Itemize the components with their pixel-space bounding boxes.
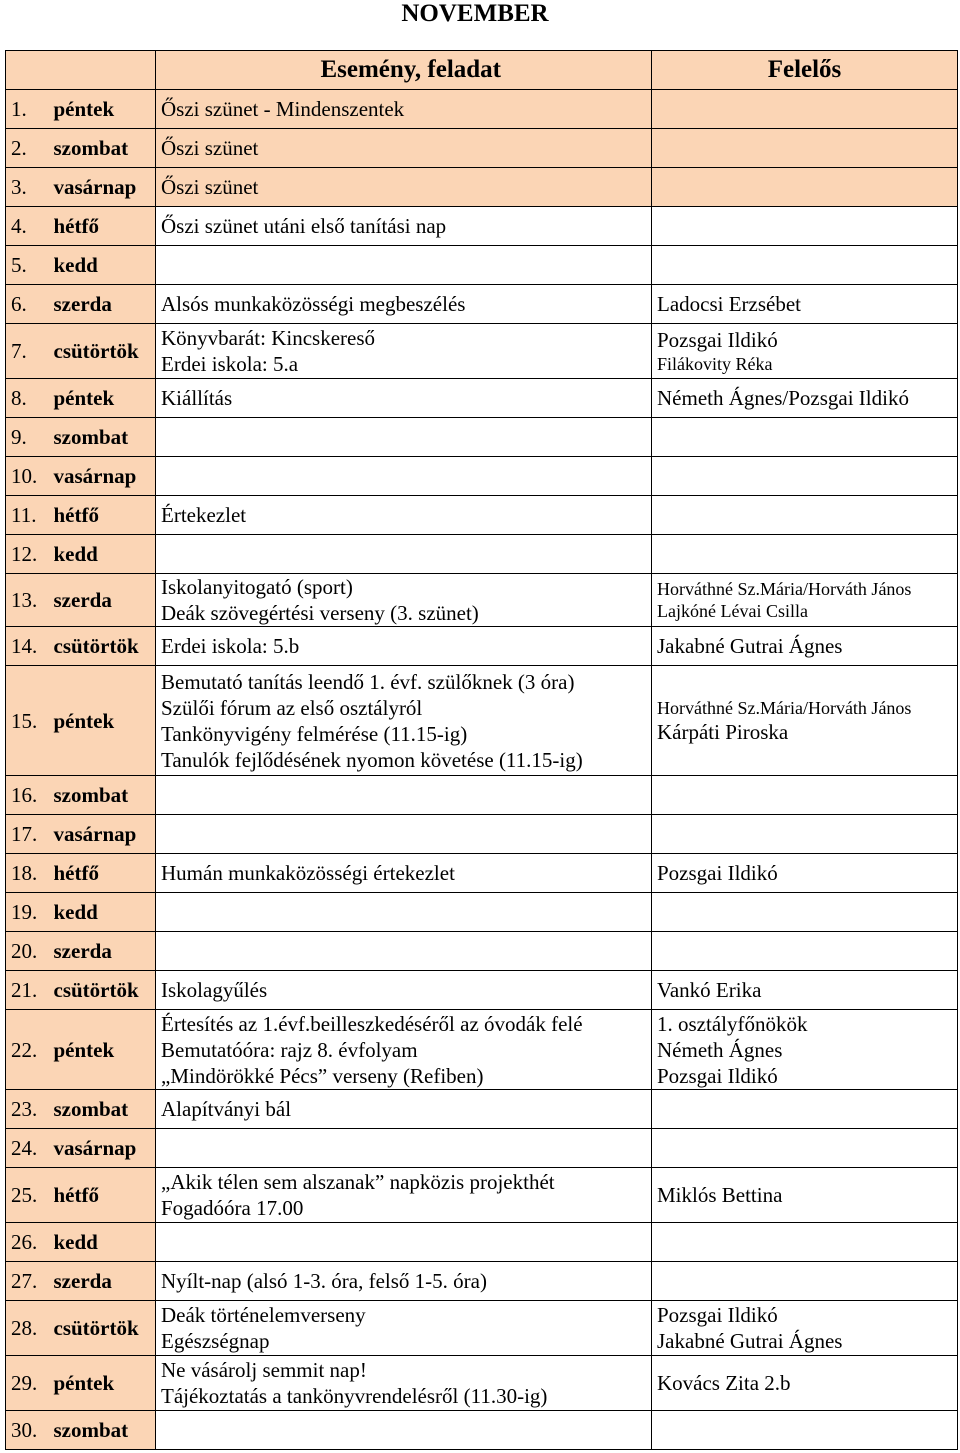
event-cell	[156, 1301, 652, 1356]
event-line: Ne vásárolj semmit nap!	[161, 1358, 367, 1382]
date-number: 30.	[6, 1411, 49, 1450]
date-number: 13.	[6, 574, 49, 627]
responsible-cell	[652, 1301, 958, 1356]
event-cell	[156, 1411, 652, 1450]
responsible-cell	[652, 854, 958, 893]
responsible-person: Pozsgai Ildikó	[657, 1063, 778, 1088]
day-name: hétfő	[49, 854, 156, 893]
table-row	[6, 854, 958, 893]
day-name: hétfő	[49, 207, 156, 246]
table-row	[6, 379, 958, 418]
event-line: Erdei iskola: 5.a	[161, 352, 299, 376]
day-name: szerda	[49, 574, 156, 627]
page-title: NOVEMBER	[401, 0, 549, 27]
event-cell	[156, 1129, 652, 1168]
event-line: Szülői fórum az első osztályról	[161, 695, 423, 720]
day-name: szombat	[49, 418, 156, 457]
event-line: Erdei iskola: 5.b	[161, 634, 300, 658]
responsible-cell	[652, 1223, 958, 1262]
table-row	[6, 893, 958, 932]
table-row	[6, 627, 958, 666]
header-row	[6, 51, 958, 90]
day-name: szombat	[49, 1411, 156, 1450]
table-row	[6, 418, 958, 457]
event-line: Őszi szünet	[161, 136, 259, 160]
responsible-cell	[652, 971, 958, 1010]
table-row	[6, 285, 958, 324]
responsible-cell	[652, 129, 958, 168]
responsible-cell	[652, 1090, 958, 1129]
date-number: 17.	[6, 815, 49, 854]
event-cell	[156, 1262, 652, 1301]
event-cell	[156, 129, 652, 168]
table-row	[6, 971, 958, 1010]
responsible-cell	[652, 285, 958, 324]
event-line: Őszi szünet utáni első tanítási nap	[161, 214, 447, 238]
table-row	[6, 815, 958, 854]
responsible-person: Jakabné Gutrai Ágnes	[657, 1329, 843, 1353]
event-cell	[156, 574, 652, 627]
event-line: Bemutató tanítás leendő 1. évf. szülőknek (3 óra)	[161, 669, 575, 694]
table-row	[6, 1301, 958, 1356]
table-row	[6, 207, 958, 246]
event-line: Iskolagyűlés	[161, 978, 268, 1002]
event-line: Tankönyvigény felmérése (11.15-ig)	[161, 721, 468, 746]
date-number: 12.	[6, 535, 49, 574]
responsible-person: Jakabné Gutrai Ágnes	[657, 634, 843, 658]
day-name: péntek	[49, 1356, 156, 1411]
event-cell	[156, 1010, 652, 1090]
schedule-body	[6, 51, 958, 1450]
table-row	[6, 1129, 958, 1168]
table-row	[6, 1223, 958, 1262]
table-row	[6, 932, 958, 971]
date-number: 28.	[6, 1301, 49, 1356]
table-row	[6, 496, 958, 535]
event-line: Őszi szünet - Mindenszentek	[161, 97, 405, 121]
responsible-cell	[652, 496, 958, 535]
event-line: Tájékoztatás a tankönyvrendelésről (11.30-ig)	[161, 1384, 548, 1408]
table-row	[6, 1262, 958, 1301]
responsible-person: Pozsgai Ildikó	[657, 861, 778, 885]
event-line: „Mindörökké Pécs” verseny (Refiben)	[161, 1063, 484, 1088]
table-row	[6, 324, 958, 379]
table-row	[6, 129, 958, 168]
event-line: „Akik télen sem alszanak” napközis projekthét	[161, 1170, 555, 1194]
date-number: 5.	[6, 246, 49, 285]
table-row	[6, 574, 958, 627]
table-row	[6, 1411, 958, 1450]
responsible-person: Németh Ágnes	[657, 1037, 783, 1062]
responsible-person: Lajkóné Lévai Csilla	[657, 601, 808, 621]
date-number: 18.	[6, 854, 49, 893]
responsible-cell	[652, 1168, 958, 1223]
event-line: Egészségnap	[161, 1329, 270, 1353]
date-number: 15.	[6, 666, 49, 776]
responsible-cell	[652, 207, 958, 246]
event-cell	[156, 418, 652, 457]
day-name: szerda	[49, 932, 156, 971]
date-number: 27.	[6, 1262, 49, 1301]
table-row	[6, 776, 958, 815]
day-name: vasárnap	[49, 1129, 156, 1168]
event-line: Iskolanyitogató (sport)	[161, 575, 353, 599]
day-name: kedd	[49, 535, 156, 574]
date-number: 8.	[6, 379, 49, 418]
day-name: péntek	[49, 666, 156, 776]
date-number: 16.	[6, 776, 49, 815]
date-number: 22.	[6, 1010, 49, 1090]
responsible-cell	[652, 1411, 958, 1450]
event-line: Tanulók fejlődésének nyomon követése (11.15-ig)	[161, 747, 583, 772]
date-number: 14.	[6, 627, 49, 666]
day-name: péntek	[49, 379, 156, 418]
table-row	[6, 1168, 958, 1223]
responsible-cell	[652, 535, 958, 574]
day-name: csütörtök	[49, 324, 156, 379]
event-line: Fogadóóra 17.00	[161, 1196, 304, 1220]
responsible-cell	[652, 1010, 958, 1090]
date-number: 4.	[6, 207, 49, 246]
responsible-person: Ladocsi Erzsébet	[657, 292, 802, 316]
day-name: kedd	[49, 893, 156, 932]
table-row	[6, 457, 958, 496]
responsible-cell	[652, 246, 958, 285]
responsible-cell	[652, 666, 958, 776]
header-num-cell	[6, 51, 49, 90]
event-cell	[156, 90, 652, 129]
date-number: 26.	[6, 1223, 49, 1262]
event-line: Alsós munkaközösségi megbeszélés	[161, 292, 466, 316]
responsible-person: Kárpáti Piroska	[657, 719, 789, 744]
date-number: 11.	[6, 496, 49, 535]
table-row	[6, 168, 958, 207]
date-number: 23.	[6, 1090, 49, 1129]
table-row	[6, 246, 958, 285]
table-row	[6, 1356, 958, 1411]
event-line: Kiállítás	[161, 386, 233, 410]
event-cell	[156, 1356, 652, 1411]
responsible-cell	[652, 1129, 958, 1168]
day-name: kedd	[49, 246, 156, 285]
event-cell	[156, 627, 652, 666]
event-cell	[156, 457, 652, 496]
date-number: 20.	[6, 932, 49, 971]
responsible-person: 1. osztályfőnökök	[657, 1011, 808, 1036]
event-line: Alapítványi bál	[161, 1097, 292, 1121]
responsible-cell	[652, 168, 958, 207]
day-name: hétfő	[49, 1168, 156, 1223]
responsible-cell	[652, 324, 958, 379]
day-name: péntek	[49, 90, 156, 129]
event-cell	[156, 666, 652, 776]
responsible-cell	[652, 457, 958, 496]
date-number: 6.	[6, 285, 49, 324]
date-number: 1.	[6, 90, 49, 129]
event-cell	[156, 207, 652, 246]
responsible-cell	[652, 627, 958, 666]
event-cell	[156, 932, 652, 971]
day-name: csütörtök	[49, 1301, 156, 1356]
day-name: szerda	[49, 1262, 156, 1301]
event-line: Nyílt-nap (alsó 1-3. óra, felső 1-5. óra)	[161, 1269, 487, 1293]
date-number: 29.	[6, 1356, 49, 1411]
event-line: Deák szövegértési verseny (3. szünet)	[161, 601, 479, 625]
event-cell	[156, 1223, 652, 1262]
day-name: vasárnap	[49, 168, 156, 207]
responsible-cell	[652, 893, 958, 932]
day-name: péntek	[49, 1010, 156, 1090]
responsible-cell	[652, 379, 958, 418]
responsible-person: Vankó Erika	[657, 978, 762, 1002]
event-cell	[156, 496, 652, 535]
day-name: szombat	[49, 776, 156, 815]
responsible-cell	[652, 1262, 958, 1301]
responsible-cell	[652, 90, 958, 129]
day-name: vasárnap	[49, 457, 156, 496]
table-row	[6, 535, 958, 574]
event-line: Őszi szünet	[161, 175, 259, 199]
date-number: 10.	[6, 457, 49, 496]
header-event: Esemény, feladat	[156, 51, 652, 90]
responsible-cell	[652, 776, 958, 815]
header-day-cell	[49, 51, 156, 90]
responsible-person: Horváthné Sz.Mária/Horváth János	[657, 697, 912, 718]
event-line: Humán munkaközösségi értekezlet	[161, 861, 455, 885]
event-cell	[156, 971, 652, 1010]
event-cell	[156, 285, 652, 324]
event-cell	[156, 535, 652, 574]
event-line: Értesítés az 1.évf.beilleszkedéséről az óvodák felé	[161, 1011, 583, 1036]
day-name: csütörtök	[49, 971, 156, 1010]
event-cell	[156, 854, 652, 893]
table-row	[6, 90, 958, 129]
event-line: Könyvbarát: Kincskereső	[161, 326, 376, 350]
header-responsible: Felelős	[652, 51, 958, 90]
responsible-cell	[652, 815, 958, 854]
day-name: szombat	[49, 129, 156, 168]
date-number: 9.	[6, 418, 49, 457]
day-name: csütörtök	[49, 627, 156, 666]
event-cell	[156, 379, 652, 418]
responsible-person: Kovács Zita 2.b	[657, 1371, 791, 1395]
event-line: Értekezlet	[161, 503, 247, 527]
day-name: hétfő	[49, 496, 156, 535]
date-number: 21.	[6, 971, 49, 1010]
responsible-cell	[652, 418, 958, 457]
schedule-table	[5, 50, 958, 1450]
day-name: kedd	[49, 1223, 156, 1262]
event-cell	[156, 815, 652, 854]
responsible-person: Németh Ágnes/Pozsgai Ildikó	[657, 386, 909, 410]
event-line: Bemutatóóra: rajz 8. évfolyam	[161, 1037, 418, 1062]
date-number: 3.	[6, 168, 49, 207]
event-cell	[156, 168, 652, 207]
date-number: 7.	[6, 324, 49, 379]
date-number: 19.	[6, 893, 49, 932]
responsible-person: Pozsgai Ildikó	[657, 1303, 778, 1327]
event-line: Deák történelemverseny	[161, 1303, 366, 1327]
table-row	[6, 1010, 958, 1090]
event-cell	[156, 324, 652, 379]
event-cell	[156, 246, 652, 285]
responsible-cell	[652, 1356, 958, 1411]
responsible-cell	[652, 574, 958, 627]
day-name: szerda	[49, 285, 156, 324]
responsible-cell	[652, 932, 958, 971]
responsible-person: Filákovity Réka	[657, 354, 773, 374]
day-name: vasárnap	[49, 815, 156, 854]
day-name: szombat	[49, 1090, 156, 1129]
date-number: 24.	[6, 1129, 49, 1168]
responsible-person: Miklós Bettina	[657, 1183, 783, 1207]
event-cell	[156, 893, 652, 932]
table-row	[6, 666, 958, 776]
event-cell	[156, 1090, 652, 1129]
responsible-person: Horváthné Sz.Mária/Horváth János	[657, 579, 912, 599]
event-cell	[156, 776, 652, 815]
date-number: 25.	[6, 1168, 49, 1223]
event-cell	[156, 1168, 652, 1223]
responsible-person: Pozsgai Ildikó	[657, 328, 778, 352]
date-number: 2.	[6, 129, 49, 168]
table-row	[6, 1090, 958, 1129]
